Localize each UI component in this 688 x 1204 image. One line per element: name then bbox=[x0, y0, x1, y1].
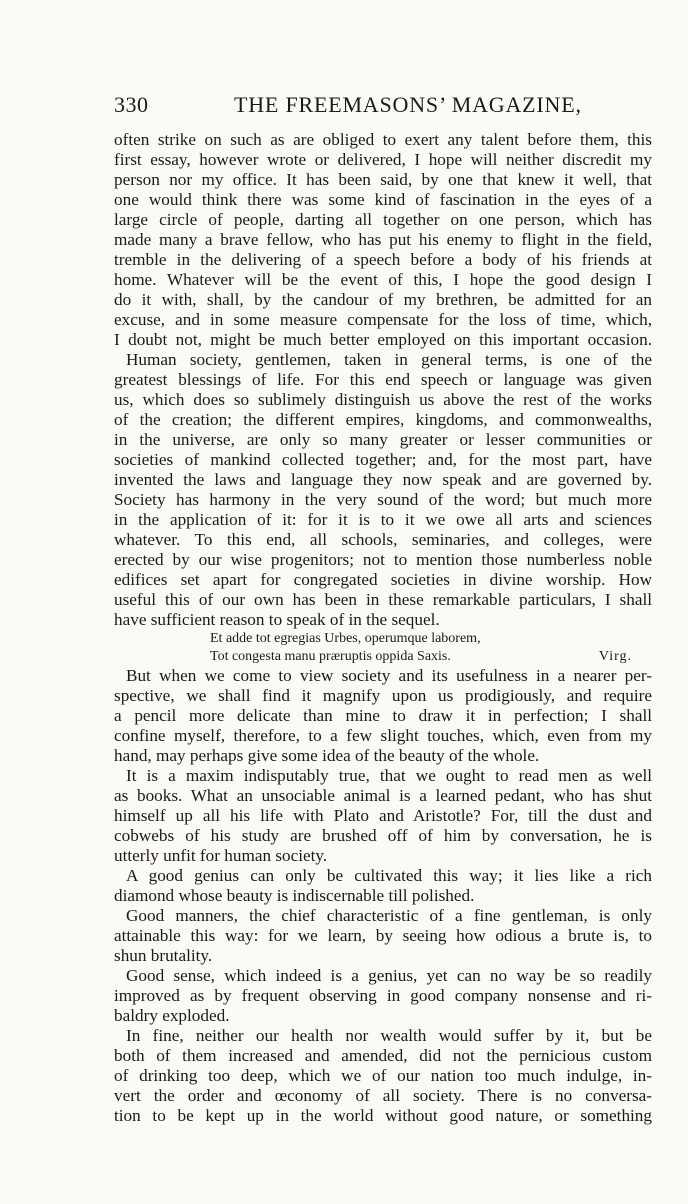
page-header bbox=[106, 88, 618, 118]
text-line: home. Whatever will be the event of this, I hope the good design I bbox=[114, 270, 652, 289]
text-line: It is a maxim indisputably true, that we ought to read men as well bbox=[126, 766, 652, 785]
text-line: himself up all his life with Plato and Aristotle? For, till the dust and bbox=[114, 806, 652, 825]
text-line: useful this of our own has been in these remarkable particulars, I shall bbox=[114, 590, 652, 609]
text-line: Good sense, which indeed is a genius, yet can no way be so readily bbox=[126, 966, 652, 985]
quotation-line: Et adde tot egregias Urbes, operumque laborem, bbox=[210, 631, 481, 646]
body-text bbox=[114, 130, 652, 1126]
text-line: erected by our wise progenitors; not to mention those numberless noble bbox=[114, 550, 652, 569]
text-line: us, which does so sublimely distinguish us above the rest of the works bbox=[114, 390, 652, 409]
text-line: excuse, and in some measure compensate for the loss of time, which, bbox=[114, 310, 652, 329]
text-line: utterly unfit for human society. bbox=[114, 846, 328, 865]
text-line: tremble in the delivering of a speech before a body of his friends at bbox=[114, 250, 652, 269]
text-line: in the universe, are only so many greater or lesser communities or bbox=[114, 430, 652, 449]
quotation-line-2 bbox=[114, 648, 652, 666]
text-line: In fine, neither our health nor wealth would suffer by it, but be bbox=[126, 1026, 652, 1045]
latin-quotation bbox=[114, 630, 652, 666]
text-line: baldry exploded. bbox=[114, 1006, 230, 1025]
text-line: made many a brave fellow, who has put his enemy to flight in the field, bbox=[114, 230, 652, 249]
text-line: greatest blessings of life. For this end speech or language was given bbox=[114, 370, 652, 389]
text-line: large circle of people, darting all together on one person, which has bbox=[114, 210, 652, 229]
text-line: confine myself, therefore, to a few slight touches, which, even from my bbox=[114, 726, 652, 745]
text-line: shun brutality. bbox=[114, 946, 213, 965]
running-head: THE FREEMASONS’ MAGAZINE, bbox=[234, 92, 582, 117]
text-line: of drinking too deep, which we of our nation too much indulge, in- bbox=[114, 1066, 652, 1085]
paragraph-block-1 bbox=[114, 130, 652, 630]
text-line: spective, we shall find it magnify upon us prodigiously, and require bbox=[114, 686, 652, 705]
text-line: edifices set apart for congregated societies in divine worship. How bbox=[114, 570, 652, 589]
text-line: A good genius can only be cultivated this way; it lies like a rich bbox=[126, 866, 652, 885]
page-number: 330 bbox=[114, 92, 149, 117]
text-line: vert the order and œconomy of all society. There is no conversa- bbox=[114, 1086, 652, 1105]
text-line: invented the laws and language they now speak and are governed by. bbox=[114, 470, 652, 489]
text-line: Good manners, the chief characteristic of a fine gentleman, is only bbox=[126, 906, 652, 925]
text-line: I doubt not, might be much better employed on this important occasion. bbox=[114, 330, 652, 349]
text-line: in the application of it: for it is to it we owe all arts and sciences bbox=[114, 510, 652, 529]
text-line: tion to be kept up in the world without good nature, or something bbox=[114, 1106, 652, 1125]
text-line: have sufficient reason to speak of in the sequel. bbox=[114, 610, 440, 629]
text-line: whatever. To this end, all schools, seminaries, and colleges, were bbox=[114, 530, 652, 549]
text-line: one would think there was some kind of fascination in the eyes of a bbox=[114, 190, 652, 209]
text-line: a pencil more delicate than mine to draw it in perfection; I shall bbox=[114, 706, 652, 725]
text-line: cobwebs of his study are brushed off of him by conversation, he is bbox=[114, 826, 652, 845]
text-line: But when we come to view society and its usefulness in a nearer per- bbox=[126, 666, 652, 685]
text-line: Society has harmony in the very sound of the word; but much more bbox=[114, 490, 652, 509]
text-line: attainable this way: for we learn, by seeing how odious a brute is, to bbox=[114, 926, 652, 945]
text-line: diamond whose beauty is indiscernable till polished. bbox=[114, 886, 475, 905]
text-line: of the creation; the different empires, kingdoms, and commonwealths, bbox=[114, 410, 652, 429]
quotation-line-text: Tot congesta manu præruptis oppida Saxis. bbox=[210, 649, 451, 664]
text-line: both of them increased and amended, did not the pernicious custom bbox=[114, 1046, 652, 1065]
text-line: societies of mankind collected together; and, for the most part, have bbox=[114, 450, 652, 469]
text-line: Human society, gentlemen, taken in general terms, is one of the bbox=[126, 350, 652, 369]
paragraph-block-2 bbox=[114, 666, 652, 1126]
text-line: often strike on such as are obliged to exert any talent before them, this bbox=[114, 130, 652, 149]
text-line: first essay, however wrote or delivered, I hope will neither discredit my bbox=[114, 150, 652, 169]
text-line: do it with, shall, by the candour of my brethren, be admitted for an bbox=[114, 290, 652, 309]
text-line: hand, may perhaps give some idea of the beauty of the whole. bbox=[114, 746, 540, 765]
quotation-author: Virg. bbox=[598, 649, 632, 664]
text-line: improved as by frequent observing in good company nonsense and ri- bbox=[114, 986, 652, 1005]
text-line: person nor my office. It has been said, by one that knew it well, that bbox=[114, 170, 652, 189]
text-line: as books. What an unsociable animal is a learned pedant, who has shut bbox=[114, 786, 652, 805]
